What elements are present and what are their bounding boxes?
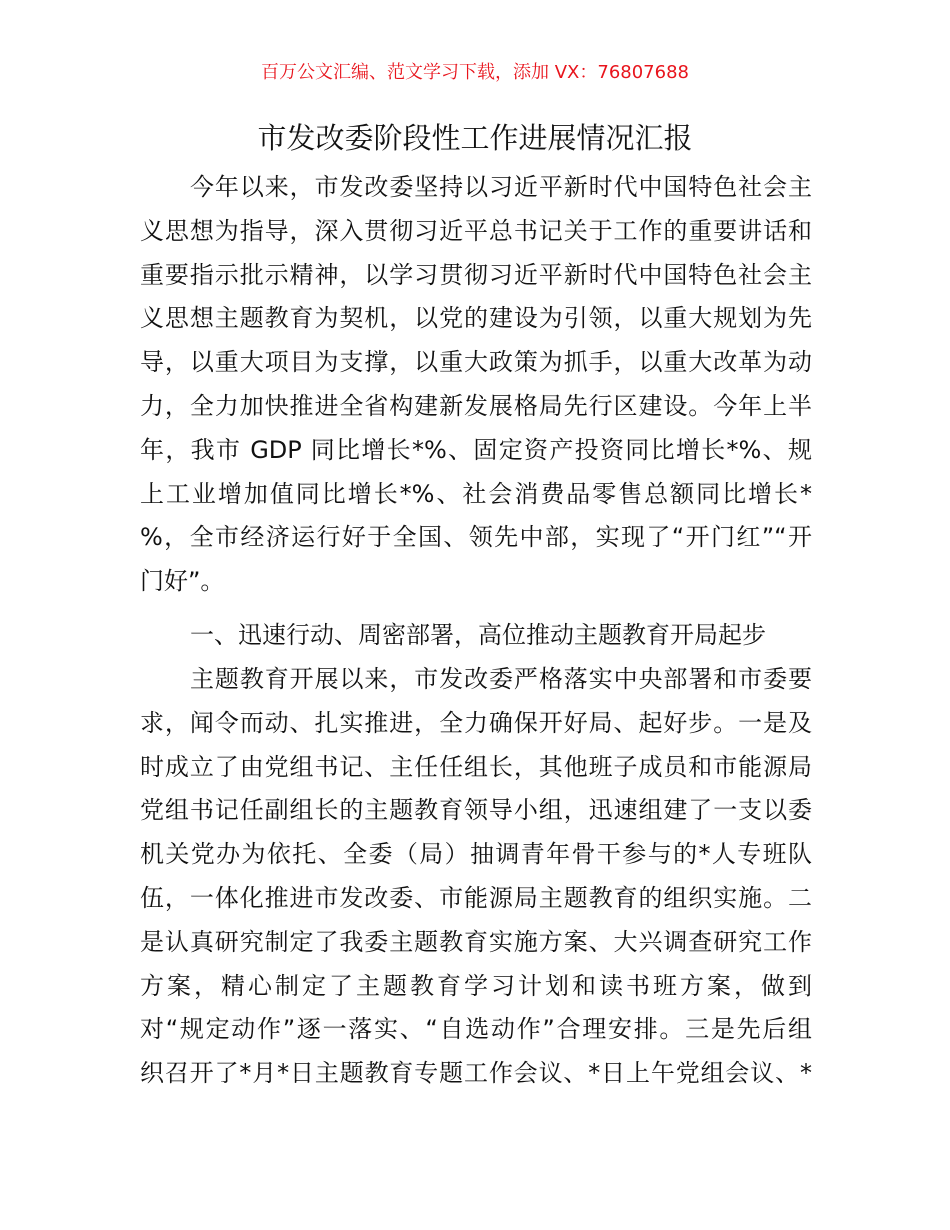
paragraph-line: 年，我市 GDP 同比增长*%、固定资产投资同比增长*%、规 [140,435,812,464]
section-heading-1 [140,612,812,658]
paragraph-line: 重要指示批示精神，以学习贯彻习近平新时代中国特色社会主 [140,260,812,289]
paragraph-line: 对“规定动作”逐一落实、“自选动作”合理安排。三是先后组 [140,1015,812,1044]
paragraph-line: 力，全力加快推进全省构建新发展格局先行区建设。今年上半 [140,391,812,420]
paragraph-intro [140,166,812,604]
paragraph-line: 主题教育开展以来，市发改委严格落实中央部署和市委要 [190,665,812,693]
paragraph-section-1 [140,658,812,1096]
paragraph-line: 门好”。 [140,567,225,596]
section-heading: 一、迅速行动、周密部署，高位推动主题教育开局起步 [190,621,766,649]
paragraph-line: 伍，一体化推进市发改委、市能源局主题教育的组织实施。二 [140,883,812,912]
paragraph-line: 是认真研究制定了我委主题教育实施方案、大兴调查研究工作 [140,927,812,956]
paragraph-line: 党组书记任副组长的主题教育领导小组，迅速组建了一支以委 [140,796,812,825]
paragraph-line: 织召开了*月*日主题教育专题工作会议、*日上午党组会议、* [140,1059,812,1088]
paragraph-line: 时成立了由党组书记、主任任组长，其他班子成员和市能源局 [140,752,812,781]
paragraph-line: 机关党办为依托、全委（局）抽调青年骨干参与的*人专班队 [140,840,812,869]
document-title: 市发改委阶段性工作进展情况汇报 [257,121,693,155]
paragraph-line: 上工业增加值同比增长*%、社会消费品零售总额同比增长* [140,479,812,508]
paragraph-line: 义思想主题教育为契机，以党的建设为引领，以重大规划为先 [140,304,812,333]
paragraph-line: 今年以来，市发改委坚持以习近平新时代中国特色社会主 [190,173,812,201]
paragraph-line: 义思想为指导，深入贯彻习近平总书记关于工作的重要讲话和 [140,216,812,245]
paragraph-line: 方案，精心制定了主题教育学习计划和读书班方案，做到 [140,971,812,1000]
paragraph-line: 导，以重大项目为支撑，以重大政策为抓手，以重大改革为动 [140,348,812,377]
paragraph-line: %，全市经济运行好于全国、领先中部，实现了“开门红”“开 [140,523,812,552]
watermark-banner: 百万公文汇编、范文学习下载，添加 VX：76807688 [261,62,689,83]
paragraph-line: 求，闻令而动、扎实推进，全力确保开好局、起好步。一是及 [140,708,812,737]
